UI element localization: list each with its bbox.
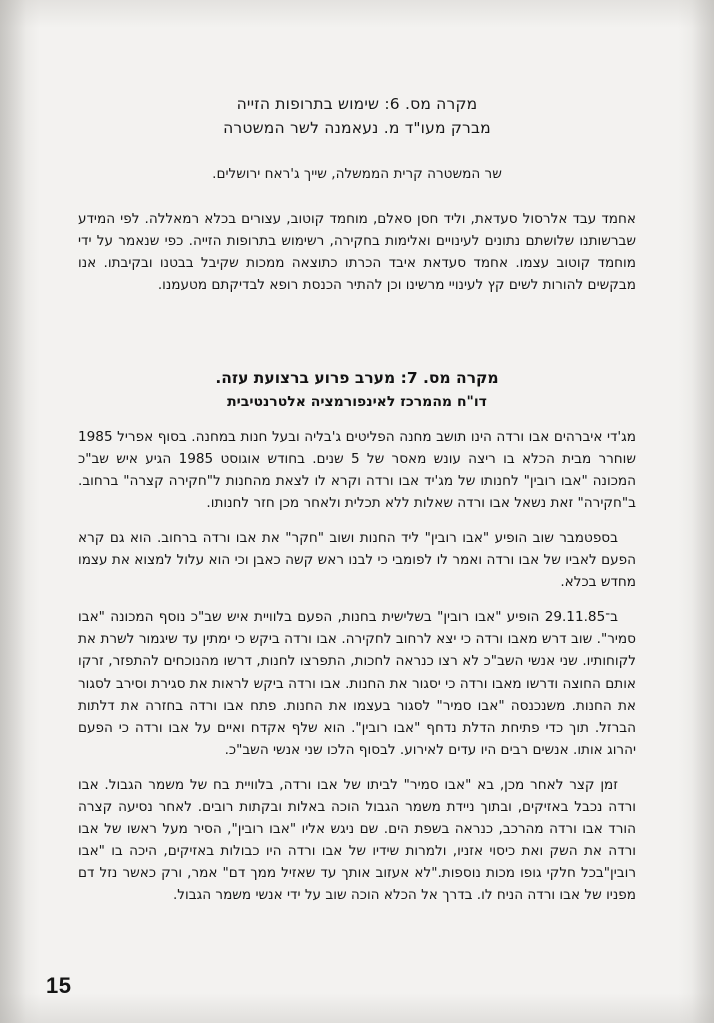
section-spacer	[78, 309, 636, 367]
case6-addressee: שר המשטרה קרית הממשלה, שייך ג'ראח ירושלים.	[212, 166, 502, 183]
case6-title	[78, 92, 636, 140]
case7-subtitle: דו"ח מהמרכז לאינפורמציה אלטרנטיבית	[227, 394, 487, 411]
page-right-shadow	[692, 0, 714, 1023]
case6-paragraph-1: אחמד עבד אלרסול סעדאת, וליד חסן סאלם, מוחמד קוטוב, עצורים בכלא רמאללה. לפי המידע שברשותנו שלושתם נתונים לעינויים ואלימות בחקירה, רשימוש בתרופות הזייה. כפי שנאמר על ידי מוחמד קוטוב עצמו. אחמד סעדאת איבד הכרתו כתוצאה ממכות שקיבל בבטנו ובקיבתו. אנו מבקשים להורות לשים קץ לעינויי מרשינו וכן להתיר הכנסת רופא לבדיקתם מטעמנו.	[78, 211, 636, 294]
case7-paragraph-2: בספטמבר שוב הופיע "אבו רובין" ליד החנות ושוב "חקר" את אבו ורדה ברחוב. הוא גם קרא הפעם לאביו של אבו ורדה ואמר לו לפומבי כי לבנו ראש קשה כאבן וכי הוא עלול למצוא את עצמו מחדש בכלא.	[78, 530, 636, 591]
case7-paragraph-3: ב־29.11.85 הופיע "אבו רובין" בשלישית בחנות, הפעם בלוויית איש שב"כ נוסף המכונה "אבו סמיר". שוב דרש מאבו ורדה כי יצא לרחוב לחקירה. אבו ורדה ביקש כי ימתין עד שיגמור לשרת את לקוחותיו. שני אנשי השב"כ לא רצו כנראה לחכות, התפרצו לחנות, דרשו מהנוכחים להתפזר, זרקו אותם החוצה ודרשו מאבו ורדה כי יסגור את החנות. אבו ורדה ביקש לראות את סגירת וסירב לסגור את החנות. משנכנסה "אבו סמיר" לסגור בעצמו את החנות. פתח אבו ורדה בחזרה את דלתות הברזל. תוך כדי פתיחת הדלת נדחף "אבו רובין". הוא שלף אקדח ואיים על אבו ורדה כי הפעם יהרוג אותו. אנשים רבים היו עדים לאירוע. לבסוף הלכו שני אנשי השב"כ.	[78, 609, 636, 758]
page-content	[78, 92, 636, 983]
page-left-shadow	[0, 0, 26, 1023]
case7-paragraph-1: מג'די איברהים אבו ורדה הינו תושב מחנה הפליטים ג'בליה ובעל חנות במחנה. בסוף אפריל 1985 שוחרר מבית הכלא בו ריצה עונש מאסר של 5 שנים. בחודש אוגוסט 1985 הגיע איש שב"כ המכונה "אבו רובין" לחנותו של מג'יד אבו ורדה וקרא לו לצאת מהחנות ל"חקירה קצרה" ברחוב. ב"חקירה" זאת נשאל אבו ורדה שאלות ללא תכלית ולאחר מכן חזר לחנותו.	[78, 429, 637, 512]
case7-title: מקרה מס. 7: מערב פרוע ברצועת עזה.	[215, 369, 499, 388]
case6-title-line2: מברק מעו"ד מ. נעאמנה לשר המשטרה	[223, 119, 491, 138]
case7-paragraph-4: זמן קצר לאחר מכן, בא "אבו סמיר" לביתו של אבו ורדה, בלוויית בח של משמר הגבול. אבו ורדה נכבל באזיקים, ובתוך ניידת משמר הגבול הוכה באלות ובקתות רובים. לאחר נסיעה קצרה הורד אבו ורדה מהרכב, כנראה בשפת הים. שם ניגש אליו "אבו רובין", הסיר מעל ראשו של אבו ורדה את השק ואת כיסוי אזניו, ולמרות שידיו של אבו ורדה היו כבולות באזיקים, היכה בו "אבו רובין"בכל חלקי גופו מכות נוספות."לא אעזוב אותך עד שאזיל ממך דם" אמר, ורק כאשר נזל דם מפניו של אבו ורדה הניח לו. בדרך אל הכלא הוכה שוב על ידי אנשי משמר הגבול.	[78, 776, 636, 903]
page-number: 15	[46, 973, 72, 998]
case6-title-line1: מקרה מס. 6: שימוש בתרופות הזייה	[236, 95, 478, 113]
